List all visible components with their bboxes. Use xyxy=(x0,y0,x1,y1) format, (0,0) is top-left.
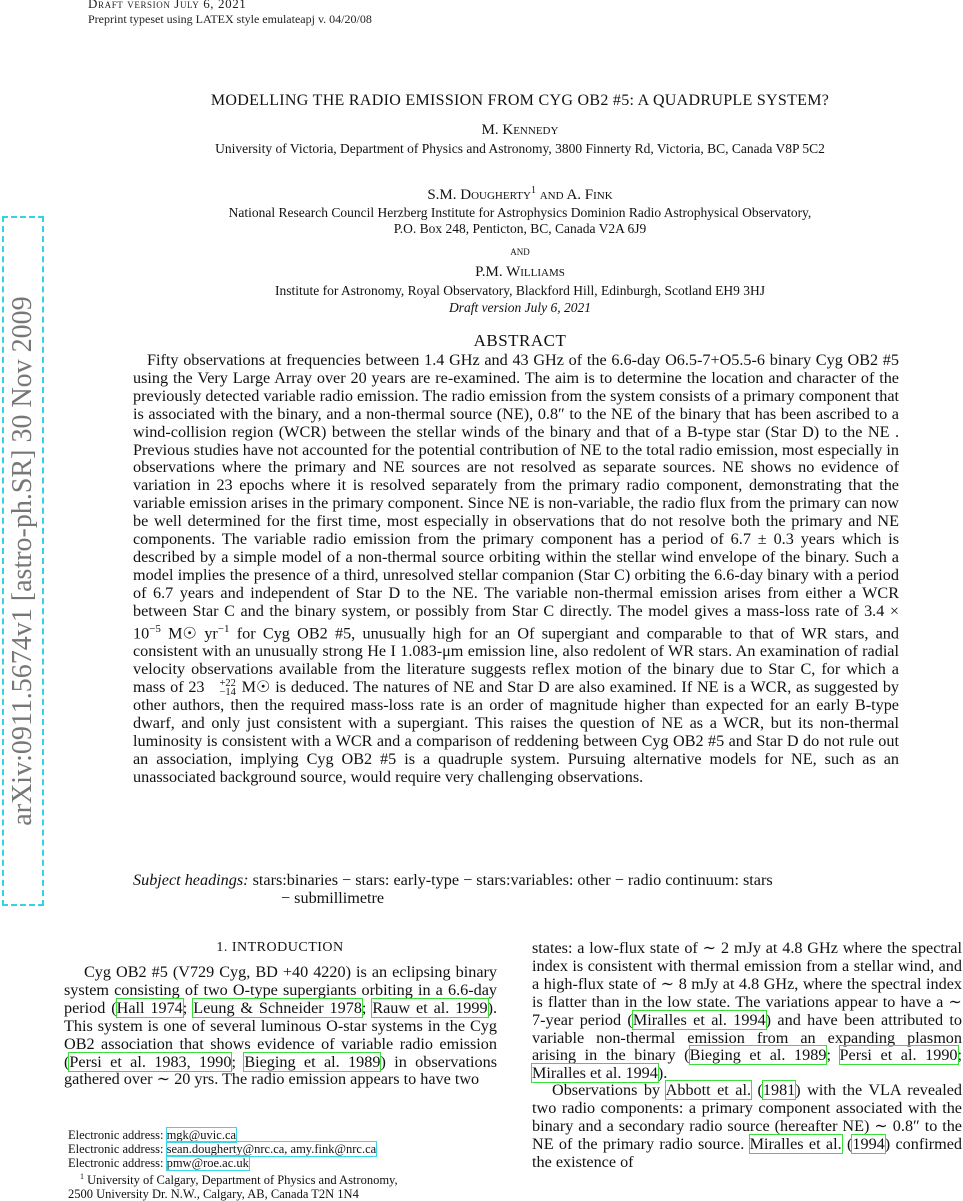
author-williams: P.M. Williams xyxy=(475,264,565,280)
mass-error-lower: −14 xyxy=(219,686,236,698)
intro-text: ; xyxy=(182,998,194,1017)
abstract-text-3: is deduced. The natures of NE and Star D are also examined. If NE is a WCR, as suggested by other authors, then the required mass-loss rate is an order of magnitude higher than expected for an early B-type dwarf, and only just consistent with a supergiant. This raises the question of NE as a WCR, but its non-thermal luminosity is consistent with a WCR and a comparison of reddening between Cyg OB2 #5 and Star D do not rule out an association, implying Cyg OB2 #5 is a quadruple system. Pursuing alternative models for NE, such as an unassociated background source, would require very challenging observations. xyxy=(133,677,900,786)
footnote-number: 1 xyxy=(80,1172,84,1181)
citation-link[interactable]: Miralles et al. xyxy=(749,1134,842,1153)
affiliation-edinburgh: Institute for Astronomy, Royal Observatory, Blackford Hill, Edinburgh, Scotland EH9 3HJ xyxy=(275,283,765,298)
email-label: Electronic address: xyxy=(68,1156,167,1170)
citation-link[interactable]: Persi et al. 1990 xyxy=(839,1046,958,1065)
intro-text: ) and have been attributed to variable non-thermal emission from an expanding plasmon arising in the binary ( xyxy=(532,1010,963,1065)
citation-link[interactable]: Rauw et al. 1999 xyxy=(372,998,488,1017)
intro-text: ( xyxy=(751,1081,763,1099)
preprint-note: Preprint typeset using LATEX style emulateapj v. 04/20/08 xyxy=(88,12,372,26)
abstract-body xyxy=(133,352,899,787)
citation-link[interactable]: Bieging et al. 1989 xyxy=(244,1052,381,1071)
email-line-2 xyxy=(68,1142,508,1156)
intro-text: ). xyxy=(657,1064,668,1083)
citation-link[interactable]: Miralles et al. 1994 xyxy=(532,1064,658,1083)
email-link-kennedy[interactable]: mgk@uvic.ca xyxy=(166,1128,237,1142)
citation-link[interactable]: Leung & Schneider 1978 xyxy=(193,998,362,1017)
intro-text: ) confirmed the existence of xyxy=(532,1134,963,1171)
citation-link[interactable]: 1981 xyxy=(762,1081,796,1099)
intro-text: Cyg OB2 #5 (V729 Cyg, BD +40 4220) is an eclipsing binary system consisting of two O-type supergiants orbiting in a 6.6-day period ( xyxy=(64,963,497,1017)
footnote-marker: 1 xyxy=(530,185,536,196)
draft-date: Draft version July 6, 2021 xyxy=(448,300,592,315)
intro-text: ; xyxy=(231,1052,245,1071)
email-link-williams[interactable]: pmw@roe.ac.uk xyxy=(166,1156,249,1170)
section-introduction-heading: 1. INTRODUCTION xyxy=(216,940,344,955)
subject-headings-line1: stars:binaries − stars: early-type − stars:variables: other − radio continuum: stars xyxy=(248,871,773,889)
mass-loss-unit-exponent: −1 xyxy=(217,622,230,635)
email-label: Electronic address: xyxy=(68,1142,167,1156)
intro-text: ; xyxy=(361,998,373,1017)
intro-text: ) in observations gathered over ∼ 20 yrs. The radio emission appears to have two xyxy=(64,1052,498,1089)
arxiv-stamp-text: arXiv:0911.5674v1 [astro-ph.SR] 30 Nov 2009 xyxy=(7,296,38,826)
mass-loss-unit: M☉ yr xyxy=(160,623,218,642)
email-line-1 xyxy=(68,1128,508,1142)
draft-version-header: Draft version July 6, 2021 xyxy=(88,0,247,11)
intro-text: states: a low-flux state of ∼ 2 mJy at 4.8 GHz where the spectral index is consistent with thermal emission from a stellar wind, and a high-flux state of ∼ 8 mJy at 4.8 GHz, where the spectral index is flatter than in the low state. The variations appear to have a ∼ 7-year period ( xyxy=(532,939,962,1029)
arxiv-stamp-link[interactable] xyxy=(2,216,44,906)
intro-text: ; xyxy=(826,1046,840,1065)
abstract-text-1: Fifty observations at frequencies between 1.4 GHz and 43 GHz of the 6.6-day O6.5-7+O5.5-6 binary Cyg OB2 #5 using the Very Large Array over 20 years are re-examined. The aim is to determine the location and character of the previously detected variable radio emission. The radio emission from the system consists of a primary component that is associated with the binary, and a non-thermal source (NE), 0.8″ to the NE of the binary that has been ascribed to a wind-collision region (WCR) between the stellar winds of the binary and that of a B-type star (Star D) to the NE . Previous studies have not accounted for the potential contribution of NE to the total radio emission, most especially in observations where the primary and NE sources are not resolved as separate sources. NE shows no evidence of variation in 23 epochs where it is resolved separately from the primary radio component, demonstrating that the variable emission arises in the primary component. Since NE is non-variable, the radio flux from the primary can now be well determined for the first time, most especially in observations that do not resolve both the primary and NE components. The variable radio emission from the primary component has a period of 6.7 ± 0.3 years which is described by a simple model of a non-thermal source orbiting within the stellar wind envelope of the binary. Such a model implies the presence of a third, unresolved stellar companion (Star C) orbiting the 6.6-day binary with a period of 6.7 years and independent of Star D to the NE. The variable non-thermal emission arises from either a WCR between Star C and the binary system, or possibly from Star C directly. The model gives a mass-loss rate of xyxy=(133,351,899,620)
intro-paragraph-1 xyxy=(64,964,497,1089)
email-link-dougherty-fink[interactable]: sean.dougherty@nrc.ca, amy.fink@nrc.ca xyxy=(166,1142,377,1156)
mass-value: 23 xyxy=(188,677,205,696)
abstract-heading: ABSTRACT xyxy=(473,331,567,350)
author-dougherty: S.M. Dougherty xyxy=(427,187,531,203)
citation-link[interactable]: 1994 xyxy=(852,1134,885,1153)
intro-text: ) with the VLA revealed two radio components: a primary component associated with the binary and a secondary radio source (hereafter NE) ∼ 0.8″ to the NE of the primary radio source. xyxy=(532,1081,963,1153)
footnote-1 xyxy=(68,1170,508,1187)
affiliation-nrc-line2: P.O. Box 248, Penticton, BC, Canada V2A 6J9 xyxy=(393,221,647,236)
subject-headings-line2: − submillimetre xyxy=(281,888,385,907)
citation-link[interactable]: Miralles et al. 1994 xyxy=(632,1010,766,1029)
author-fink: and A. Fink xyxy=(535,187,613,203)
and-separator: and xyxy=(510,243,530,258)
mass-error-bars xyxy=(206,679,236,697)
subject-headings xyxy=(133,872,899,908)
email-label: Electronic address: xyxy=(68,1128,167,1142)
mass-error-upper: +22 xyxy=(219,677,236,689)
citation-link[interactable]: Hall 1974 xyxy=(116,998,183,1017)
footnotes xyxy=(68,1128,508,1201)
authors-dougherty-fink xyxy=(120,185,920,204)
intro-text: ; xyxy=(957,1046,963,1065)
affiliation-nrc-line1: National Research Council Herzberg Institute for Astrophysics Dominion Radio Astrophysical Observatory, xyxy=(228,205,812,220)
mass-loss-exponent: −5 xyxy=(149,622,161,635)
intro-paragraph-1-cont xyxy=(532,940,962,1083)
mass-unit: M☉ xyxy=(236,677,271,696)
affiliation-victoria: University of Victoria, Department of Physics and Astronomy, 3800 Finnerty Rd, Victoria, BC, Canada V8P 5C2 xyxy=(215,141,825,156)
intro-text: Observations by xyxy=(552,1081,666,1099)
intro-text: ( xyxy=(841,1134,853,1153)
citation-link[interactable]: Abbott et al. xyxy=(665,1081,752,1099)
intro-text: ). This system is one of several luminous O-star systems in the Cyg OB2 association that shows evidence of variable radio emission ( xyxy=(64,998,498,1071)
author-kennedy: M. Kennedy xyxy=(481,122,559,138)
citation-link[interactable]: Bieging et al. 1989 xyxy=(689,1046,827,1065)
paper-title: MODELLING THE RADIO EMISSION FROM CYG OB2 #5: A QUADRUPLE SYSTEM? xyxy=(210,92,830,109)
intro-paragraph-2 xyxy=(532,1082,962,1172)
footnote-text-1: University of Calgary, Department of Physics and Astronomy, xyxy=(84,1173,398,1188)
citation-link[interactable]: Persi et al. 1983, 1990 xyxy=(69,1052,232,1071)
email-line-3 xyxy=(68,1156,508,1170)
footnote-text-2: 2500 University Dr. N.W., Calgary, AB, Canada T2N 1N4 xyxy=(68,1187,359,1201)
subject-headings-label: Subject headings: xyxy=(133,871,249,889)
abstract-text-2: for Cyg OB2 #5, unusually high for an Of supergiant and comparable to that of WR stars, and consistent with an unusually strong He I 1.083-μm emission line, also redolent of WR stars. An examination of radial velocity observations available from the literature suggests reflex motion of the binary due to Star C, for which a mass of xyxy=(133,623,899,696)
mass-loss-value: 3.4 × 10 xyxy=(133,601,899,642)
